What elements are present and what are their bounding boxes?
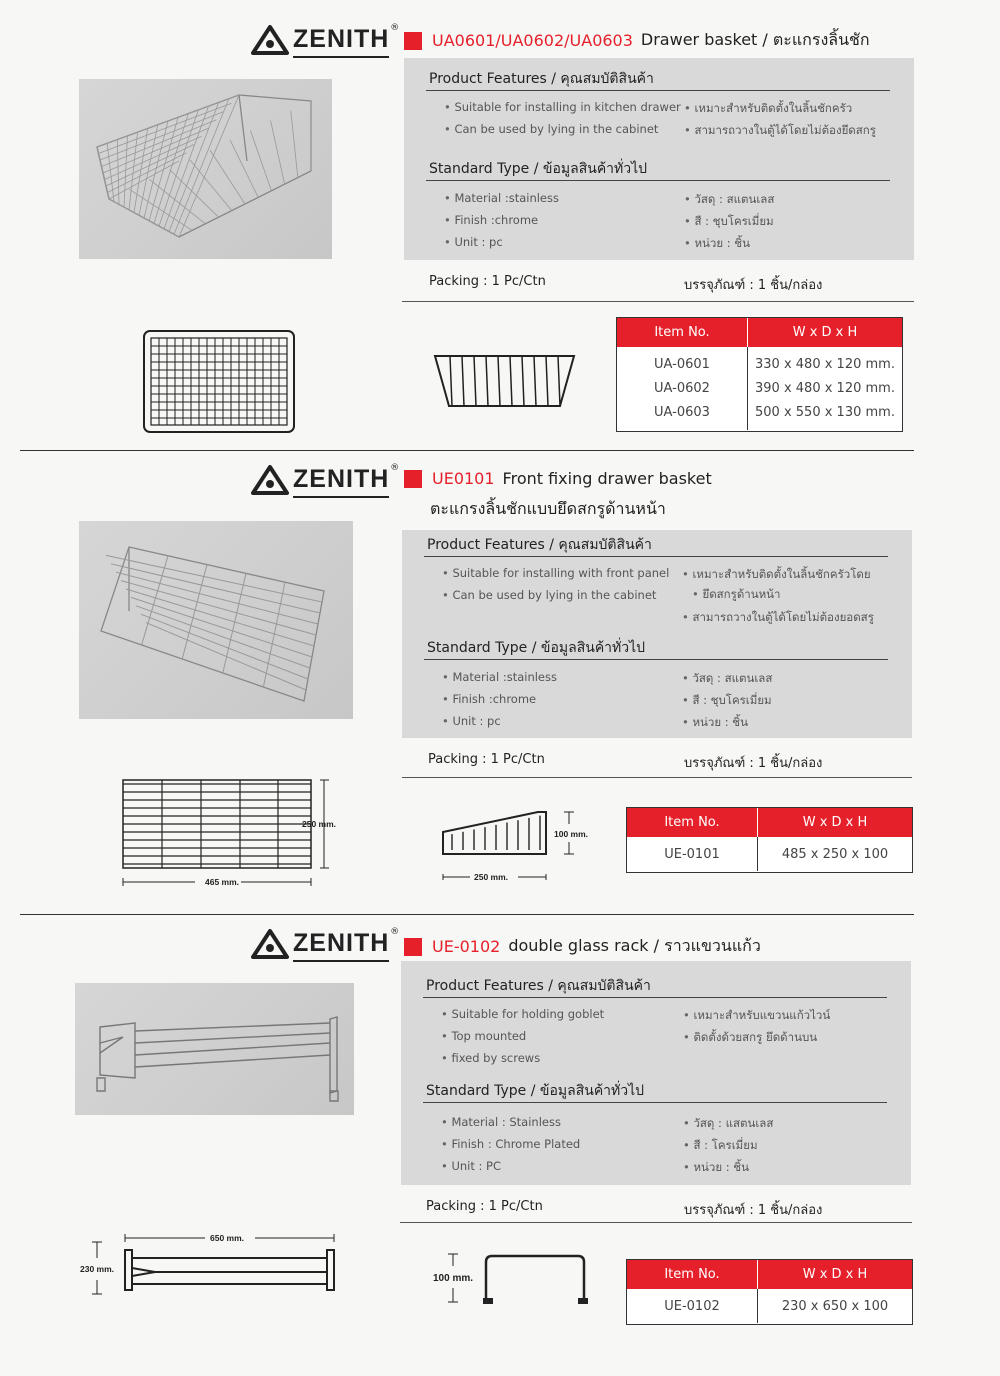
feature-en-2: • Can be used by lying in the cabinet bbox=[444, 122, 658, 136]
item-no-cell: UA-0601 bbox=[654, 356, 710, 372]
product-title bbox=[404, 469, 712, 488]
dim-width-label: 465 mm. bbox=[205, 877, 240, 887]
registered-mark: ® bbox=[390, 463, 400, 473]
packing-th: บรรจุภัณฑ์ : 1 ชิ้น/กล่อง bbox=[684, 756, 823, 771]
wdh-header: W x D x H bbox=[792, 325, 858, 340]
standard-en-2: • Finish :chrome bbox=[444, 213, 538, 227]
info-panel bbox=[404, 58, 914, 260]
product-features-heading: Product Features / คุณสมบัติสินค้า bbox=[429, 71, 654, 87]
info-panel bbox=[401, 961, 911, 1185]
side-view-drawing bbox=[428, 1250, 608, 1310]
side-view-drawing bbox=[432, 350, 577, 412]
size-cell: 390 x 480 x 120 mm. bbox=[755, 380, 895, 396]
brand-name: ZENITH bbox=[293, 25, 389, 56]
feature-th-1: • เหมาะสำหรับติดตั้งในลิ้นชักครัวโดย bbox=[682, 566, 871, 584]
drawer-basket-image bbox=[79, 79, 332, 259]
product-photo bbox=[79, 521, 353, 719]
packing-th: บรรจุภัณฑ์ : 1 ชิ้น/กล่อง bbox=[684, 278, 823, 293]
zenith-triangle-icon bbox=[250, 24, 290, 56]
feature-en-1: • Suitable for holding goblet bbox=[441, 1007, 604, 1021]
zenith-triangle-icon bbox=[250, 464, 290, 496]
packing-en: Packing : 1 Pc/Ctn bbox=[428, 752, 545, 767]
feature-th-2: • สามารถวางในตู้ได้โดยไม่ต้องยึดสกรู bbox=[684, 122, 876, 140]
dim-width-label: 650 mm. bbox=[210, 1233, 245, 1243]
feature-th-1: • เหมาะสำหรับแขวนแก้วไวน์ bbox=[683, 1007, 830, 1025]
standard-th-3: • หน่วย : ชิ้น bbox=[684, 235, 750, 253]
product-section-ue0101 bbox=[0, 450, 1000, 915]
product-code: UE-0102 bbox=[432, 937, 501, 956]
feature-th-2: • ติดตั้งด้วยสกรู ยึดด้านบน bbox=[683, 1029, 817, 1047]
packing-th: บรรจุภัณฑ์ : 1 ชิ้น/กล่อง bbox=[684, 1203, 823, 1218]
packing-underline bbox=[400, 1222, 912, 1223]
divider bbox=[423, 997, 887, 998]
dim-height-label: 250 mm. bbox=[302, 819, 337, 829]
size-column bbox=[748, 347, 902, 430]
standard-en-3: • Unit : pc bbox=[442, 714, 501, 728]
standard-en-1: • Material :stainless bbox=[442, 670, 557, 684]
spec-table bbox=[616, 317, 903, 432]
dim-height-label: 230 mm. bbox=[80, 1264, 115, 1274]
feature-en-1: • Suitable for installing in kitchen drawer bbox=[444, 100, 681, 114]
standard-en-1: • Material :stainless bbox=[444, 191, 559, 205]
zenith-triangle-icon bbox=[250, 928, 290, 960]
item-no-cell: UA-0603 bbox=[654, 404, 710, 420]
divider bbox=[423, 1102, 887, 1103]
item-no-cell: UE-0102 bbox=[627, 1289, 758, 1323]
product-photo bbox=[75, 983, 354, 1115]
item-no-header: Item No. bbox=[627, 1260, 758, 1289]
size-cell: 500 x 550 x 130 mm. bbox=[755, 404, 895, 420]
item-no-header: Item No. bbox=[617, 318, 748, 347]
side-view-drawing bbox=[438, 808, 603, 884]
dim-side-width-label: 250 mm. bbox=[474, 872, 509, 882]
spec-body bbox=[617, 347, 902, 430]
feature-en-2: • Top mounted bbox=[441, 1029, 526, 1043]
standard-type-heading: Standard Type / ข้อมูลสินค้าทั่วไป bbox=[427, 640, 646, 656]
product-subtitle: ตะแกรงลิ้นชักแบบยึดสกรูด้านหน้า bbox=[430, 499, 666, 518]
divider bbox=[424, 556, 888, 557]
size-cell: 230 x 650 x 100 bbox=[781, 1298, 889, 1314]
packing-underline bbox=[402, 301, 914, 302]
standard-en-2: • Finish :chrome bbox=[442, 692, 536, 706]
product-section-ua0601 bbox=[0, 0, 1000, 450]
size-cell: 485 x 250 x 100 bbox=[781, 846, 889, 862]
product-name: Front fixing drawer basket bbox=[502, 469, 712, 488]
standard-en-3: • Unit : PC bbox=[441, 1159, 501, 1173]
product-code: UE0101 bbox=[432, 469, 495, 488]
front-view-drawing bbox=[80, 1220, 345, 1305]
feature-th-1: • เหมาะสำหรับติดตั้งในลิ้นชักครัว bbox=[684, 100, 852, 118]
wdh-header: W x D x H bbox=[802, 815, 868, 830]
feature-en-3: • fixed by screws bbox=[441, 1051, 540, 1065]
glass-rack-image bbox=[75, 983, 354, 1115]
standard-th-3: • หน่วย : ชิ้น bbox=[683, 1159, 749, 1177]
brand-name: ZENITH bbox=[293, 929, 389, 960]
spec-header bbox=[627, 808, 912, 837]
spec-body bbox=[627, 837, 912, 871]
standard-en-2: • Finish : Chrome Plated bbox=[441, 1137, 580, 1151]
red-square-icon bbox=[404, 938, 422, 956]
product-code: UA0601/UA0602/UA0603 bbox=[432, 31, 633, 50]
standard-th-1: • วัสดุ : แสตนเลส bbox=[683, 1115, 773, 1133]
product-name: Drawer basket / ตะแกรงลิ้นชัก bbox=[640, 30, 870, 49]
product-section-ue0102 bbox=[0, 914, 1000, 1376]
zenith-logo bbox=[250, 24, 399, 56]
product-name: double glass rack / ราวแขวนแก้ว bbox=[508, 936, 761, 955]
standard-en-3: • Unit : pc bbox=[444, 235, 503, 249]
size-cell: 330 x 480 x 120 mm. bbox=[755, 356, 895, 372]
feature-th-3: • สามารถวางในตู้ได้โดยไม่ต้องยอดสรู bbox=[682, 609, 874, 627]
item-no-cell: UE-0101 bbox=[627, 837, 758, 871]
spec-table bbox=[626, 807, 913, 873]
feature-en-1: • Suitable for installing with front panel bbox=[442, 566, 669, 580]
standard-th-1: • วัสดุ : สแตนเลส bbox=[684, 191, 774, 209]
wdh-header: W x D x H bbox=[802, 1267, 868, 1282]
spec-header bbox=[627, 1260, 912, 1289]
standard-type-heading: Standard Type / ข้อมูลสินค้าทั่วไป bbox=[426, 1083, 645, 1099]
product-features-heading: Product Features / คุณสมบัติสินค้า bbox=[426, 978, 651, 994]
product-features-heading: Product Features / คุณสมบัติสินค้า bbox=[427, 537, 652, 553]
foot-right bbox=[578, 1298, 588, 1304]
standard-th-2: • สี : โครเมี่ยม bbox=[683, 1137, 758, 1155]
zenith-logo bbox=[250, 464, 399, 496]
dim-side-height-label: 100 mm. bbox=[554, 829, 589, 839]
packing-en: Packing : 1 Pc/Ctn bbox=[426, 1199, 543, 1214]
top-view-drawing bbox=[115, 774, 350, 894]
product-photo bbox=[79, 79, 332, 259]
brand-name: ZENITH bbox=[293, 465, 389, 496]
red-square-icon bbox=[404, 470, 422, 488]
feature-th-2 bbox=[692, 586, 781, 604]
spec-body bbox=[627, 1289, 912, 1323]
spec-header bbox=[617, 318, 902, 347]
registered-mark: ® bbox=[390, 927, 400, 937]
product-title bbox=[404, 28, 870, 53]
item-no-cell: UA-0602 bbox=[654, 380, 710, 396]
divider bbox=[426, 180, 890, 181]
feature-en-2: • Can be used by lying in the cabinet bbox=[442, 588, 656, 602]
dim-side-height-label: 100 mm. bbox=[433, 1273, 474, 1284]
registered-mark: ® bbox=[390, 23, 400, 33]
front-fixing-basket-image bbox=[79, 521, 353, 719]
divider bbox=[426, 90, 890, 91]
packing-underline bbox=[402, 777, 912, 778]
standard-th-3: • หน่วย : ชิ้น bbox=[682, 714, 748, 732]
product-title bbox=[404, 934, 761, 959]
red-square-icon bbox=[404, 32, 422, 50]
standard-th-1: • วัสดุ : สแตนเลส bbox=[682, 670, 772, 688]
standard-type-heading: Standard Type / ข้อมูลสินค้าทั่วไป bbox=[429, 161, 648, 177]
standard-th-2: • สี : ชุบโครเมี่ยม bbox=[682, 692, 772, 710]
top-view-drawing bbox=[142, 329, 297, 435]
standard-en-1: • Material : Stainless bbox=[441, 1115, 561, 1129]
divider bbox=[424, 659, 888, 660]
item-no-header: Item No. bbox=[627, 808, 758, 837]
zenith-logo bbox=[250, 928, 399, 960]
spec-table bbox=[626, 1259, 913, 1325]
feature-th-2-text: ยึดสกรูด้านหน้า bbox=[702, 587, 781, 601]
info-panel bbox=[402, 530, 912, 738]
standard-th-2: • สี : ชุบโครเมี่ยม bbox=[684, 213, 774, 231]
item-no-column bbox=[617, 347, 748, 430]
packing-en: Packing : 1 Pc/Ctn bbox=[429, 274, 546, 289]
foot-left bbox=[483, 1298, 493, 1304]
